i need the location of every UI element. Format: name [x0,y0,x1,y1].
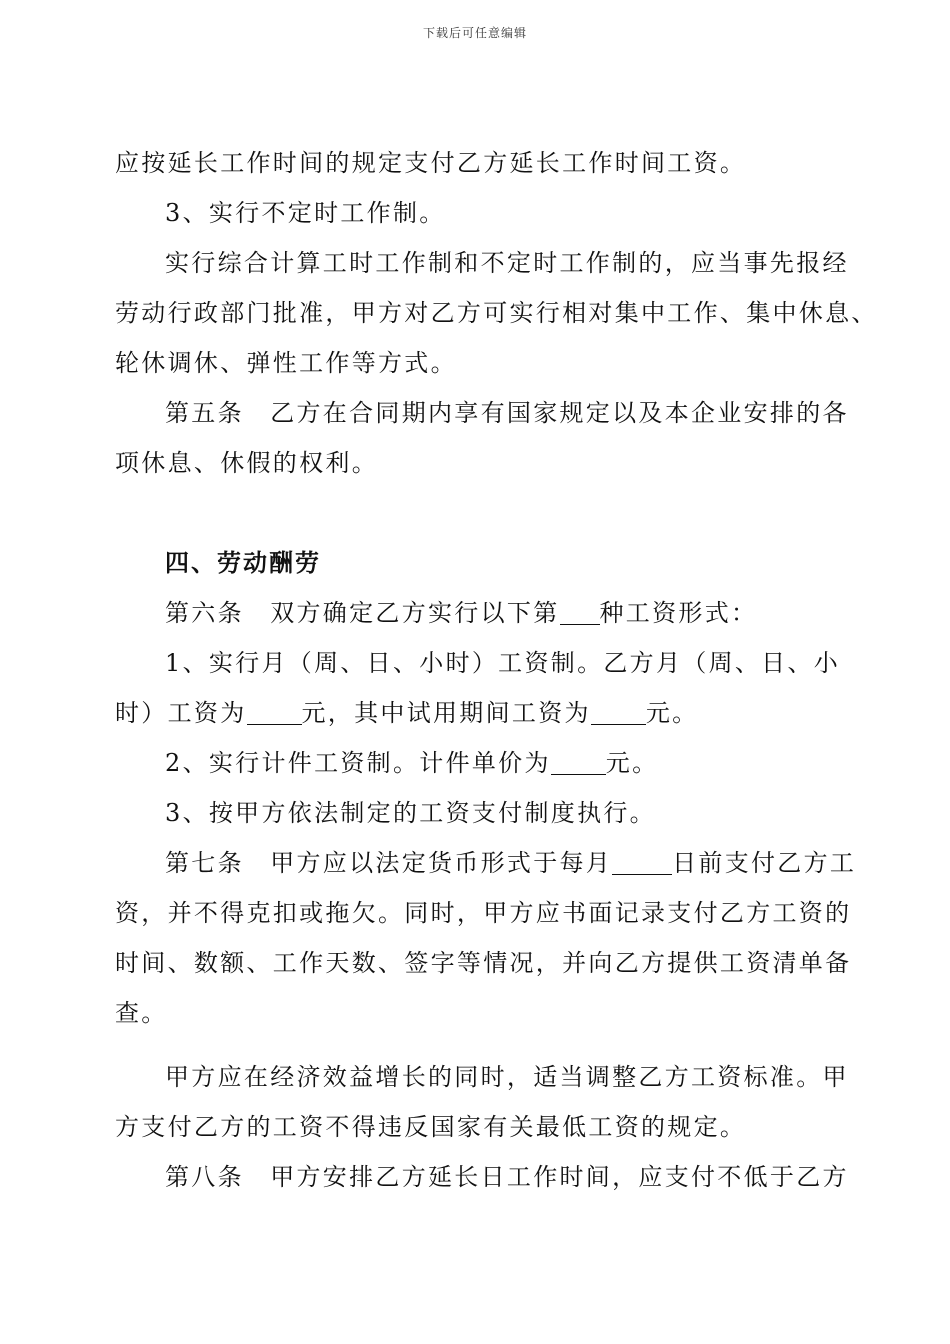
paragraph-line: 实行综合计算工时工作制和不定时工作制的，应当事先报经 [165,249,849,277]
article-5-line: 第五条 乙方在合同期内享有国家规定以及本企业安排的各 [165,399,849,427]
paragraph-line: 劳动行政部门批准，甲方对乙方可实行相对集中工作、集中休息、 [115,299,878,327]
text-segment: 第六条 双方确定乙方实行以下第 [165,599,560,627]
paragraph-line: 3、实行不定时工作制。 [165,199,446,227]
text-segment: 第七条 甲方应以法定货币形式于每月 [165,849,613,877]
page-header: 下载后可任意编辑 [422,26,527,40]
text-segment: 日前支付乙方工 [672,849,857,877]
paragraph-line: 1、实行月（周、日、小时）工资制。乙方月（周、日、小 [165,649,841,677]
text-segment: 2、实行计件工资制。计件单价为 [165,749,551,777]
article-6-line [115,588,845,638]
text-segment: 元。 [645,699,699,727]
paragraph-line: 方支付乙方的工资不得违反国家有关最低工资的规定。 [115,1113,747,1141]
text-segment: 时）工资为 [115,699,247,727]
fill-blank [560,598,600,625]
document-body [115,138,878,1202]
paragraph-line: 轮休调休、弹性工作等方式。 [115,349,457,377]
paragraph-line [115,688,845,738]
text-segment: 种工资形式： [599,599,758,627]
section-gap [115,488,845,538]
paragraph-line: 查。 [115,999,168,1027]
paragraph-line [115,738,845,788]
paragraph-line: 3、按甲方依法制定的工资支付制度执行。 [165,799,656,827]
text-segment: 元。 [605,749,659,777]
fill-blank [247,698,302,725]
paragraph-line: 甲方应在经济效益增长的同时，适当调整乙方工资标准。甲 [165,1063,849,1091]
text-segment: 元，其中试用期间工资为 [301,699,591,727]
paragraph-line: 时间、数额、工作天数、签字等情况，并向乙方提供工资清单备 [115,949,852,977]
fill-blank [551,748,606,775]
article-8-line: 第八条 甲方安排乙方延长日工作时间，应支付不低于乙方 [165,1163,849,1191]
section-heading: 四、劳动酬劳 [165,549,321,577]
paragraph-line: 项休息、休假的权利。 [115,449,378,477]
article-7-line [115,838,857,888]
paragraph-line: 资，并不得克扣或拖欠。同时，甲方应书面记录支付乙方工资的 [115,899,852,927]
paragraph-line: 应按延长工作时间的规定支付乙方延长工作时间工资。 [115,149,747,177]
fill-blank [591,698,646,725]
fill-blank [612,848,672,875]
